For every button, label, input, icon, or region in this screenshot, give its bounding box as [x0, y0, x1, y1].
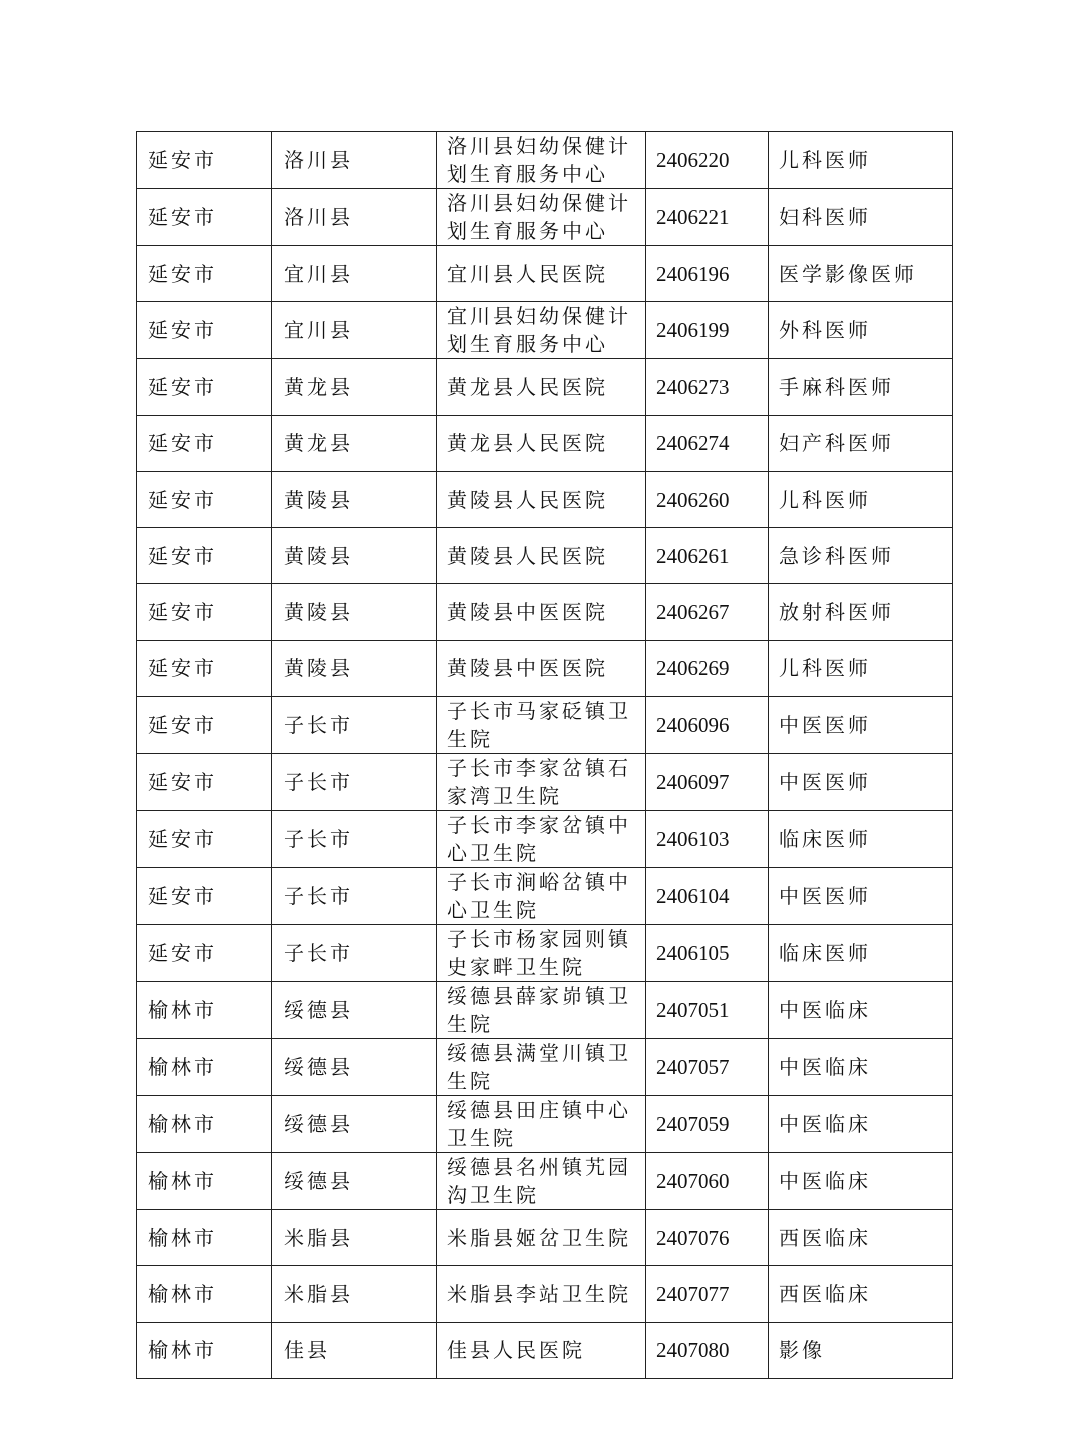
- position-name-cell: 妇科医师: [769, 189, 953, 246]
- city-cell: 延安市: [137, 697, 272, 754]
- city-cell: 延安市: [137, 925, 272, 982]
- unit-cell: [437, 1096, 646, 1153]
- unit-text: 绥德县田庄镇中心卫生院: [447, 1098, 631, 1151]
- unit-cell: [437, 1039, 646, 1096]
- position-name-cell: 妇产科医师: [769, 415, 953, 471]
- county-cell: 绥德县: [272, 1096, 437, 1153]
- table-body: [137, 132, 953, 1379]
- table-row: [137, 697, 953, 754]
- position-code-cell: 2406199: [646, 302, 769, 359]
- table-row: [137, 415, 953, 471]
- position-name-cell: 儿科医师: [769, 132, 953, 189]
- county-cell: 洛川县: [272, 132, 437, 189]
- county-cell: 黄龙县: [272, 359, 437, 415]
- city-cell: 延安市: [137, 868, 272, 925]
- county-cell: 米脂县: [272, 1210, 437, 1266]
- unit-text: 洛川县妇幼保健计划生育服务中心: [447, 134, 631, 186]
- unit-text: 黄陵县人民医院: [447, 543, 608, 568]
- table-row: [137, 359, 953, 415]
- city-cell: 延安市: [137, 302, 272, 359]
- position-code-cell: 2407060: [646, 1153, 769, 1210]
- table-row: [137, 471, 953, 527]
- position-name-cell: 临床医师: [769, 925, 953, 982]
- position-name-cell: 医学影像医师: [769, 246, 953, 302]
- city-cell: 榆林市: [137, 1266, 272, 1322]
- position-code-cell: 2406269: [646, 640, 769, 696]
- unit-cell: [437, 697, 646, 754]
- city-cell: 延安市: [137, 415, 272, 471]
- county-cell: 黄陵县: [272, 584, 437, 640]
- position-code-cell: 2406273: [646, 359, 769, 415]
- position-code-cell: 2407057: [646, 1039, 769, 1096]
- position-code-cell: 2406261: [646, 528, 769, 584]
- county-cell: 佳县: [272, 1322, 437, 1378]
- unit-text: 绥德县薛家峁镇卫生院: [447, 984, 631, 1037]
- county-cell: 黄龙县: [272, 415, 437, 471]
- position-code-cell: 2407076: [646, 1210, 769, 1266]
- position-name-cell: 急诊科医师: [769, 528, 953, 584]
- unit-text: 子长市马家砭镇卫生院: [447, 699, 631, 752]
- position-code-cell: 2407059: [646, 1096, 769, 1153]
- unit-text: 洛川县妇幼保健计划生育服务中心: [447, 191, 631, 243]
- city-cell: 榆林市: [137, 1210, 272, 1266]
- position-name-cell: 中医临床: [769, 1039, 953, 1096]
- unit-cell: [437, 640, 646, 696]
- position-code-cell: 2407077: [646, 1266, 769, 1322]
- table-row: [137, 302, 953, 359]
- city-cell: 榆林市: [137, 1153, 272, 1210]
- position-name-cell: 放射科医师: [769, 584, 953, 640]
- unit-text: 佳县人民医院: [447, 1338, 585, 1363]
- table-row: [137, 1210, 953, 1266]
- table-row: [137, 925, 953, 982]
- table-row: [137, 189, 953, 246]
- city-cell: 延安市: [137, 584, 272, 640]
- unit-cell: [437, 754, 646, 811]
- position-name-cell: 中医临床: [769, 1096, 953, 1153]
- table-row: [137, 1039, 953, 1096]
- unit-text: 黄陵县人民医院: [447, 487, 608, 512]
- county-cell: 子长市: [272, 925, 437, 982]
- county-cell: 子长市: [272, 754, 437, 811]
- position-code-cell: 2406103: [646, 811, 769, 868]
- county-cell: 宜川县: [272, 246, 437, 302]
- table-row: [137, 811, 953, 868]
- position-code-cell: 2406097: [646, 754, 769, 811]
- county-cell: 米脂县: [272, 1266, 437, 1322]
- city-cell: 榆林市: [137, 1096, 272, 1153]
- position-name-cell: 影像: [769, 1322, 953, 1378]
- unit-text: 米脂县姬岔卫生院: [447, 1225, 631, 1250]
- unit-cell: [437, 359, 646, 415]
- city-cell: 延安市: [137, 471, 272, 527]
- position-name-cell: 儿科医师: [769, 471, 953, 527]
- county-cell: 绥德县: [272, 982, 437, 1039]
- position-name-cell: 中医医师: [769, 754, 953, 811]
- position-code-cell: 2406274: [646, 415, 769, 471]
- city-cell: 延安市: [137, 754, 272, 811]
- unit-cell: [437, 1210, 646, 1266]
- unit-cell: [437, 132, 646, 189]
- unit-text: 子长市涧峪岔镇中心卫生院: [447, 870, 631, 923]
- unit-text: 宜川县妇幼保健计划生育服务中心: [447, 304, 631, 357]
- unit-cell: [437, 1266, 646, 1322]
- table-row: [137, 982, 953, 1039]
- table-row: [137, 528, 953, 584]
- unit-text: 黄龙县人民医院: [447, 374, 608, 399]
- city-cell: 榆林市: [137, 982, 272, 1039]
- unit-text: 子长市杨家园则镇史家畔卫生院: [447, 927, 631, 980]
- unit-text: 宜川县人民医院: [447, 261, 608, 286]
- position-code-cell: 2406221: [646, 189, 769, 246]
- position-code-cell: 2406196: [646, 246, 769, 302]
- table-row: [137, 132, 953, 189]
- table-row: [137, 246, 953, 302]
- unit-cell: [437, 811, 646, 868]
- county-cell: 子长市: [272, 868, 437, 925]
- unit-text: 黄龙县人民医院: [447, 431, 608, 456]
- county-cell: 黄陵县: [272, 640, 437, 696]
- table-row: [137, 1153, 953, 1210]
- unit-cell: [437, 471, 646, 527]
- unit-text: 绥德县满堂川镇卫生院: [447, 1041, 631, 1094]
- unit-cell: [437, 868, 646, 925]
- position-code-cell: 2406105: [646, 925, 769, 982]
- position-name-cell: 手麻科医师: [769, 359, 953, 415]
- table-row: [137, 640, 953, 696]
- city-cell: 延安市: [137, 811, 272, 868]
- position-name-cell: 中医临床: [769, 982, 953, 1039]
- position-name-cell: 中医医师: [769, 868, 953, 925]
- position-name-cell: 西医临床: [769, 1210, 953, 1266]
- unit-text: 黄陵县中医医院: [447, 600, 608, 625]
- recruitment-table: [136, 131, 953, 1379]
- position-code-cell: 2406267: [646, 584, 769, 640]
- position-name-cell: 儿科医师: [769, 640, 953, 696]
- unit-cell: [437, 1322, 646, 1378]
- city-cell: 延安市: [137, 246, 272, 302]
- county-cell: 绥德县: [272, 1153, 437, 1210]
- unit-cell: [437, 189, 646, 246]
- county-cell: 黄陵县: [272, 528, 437, 584]
- city-cell: 延安市: [137, 189, 272, 246]
- unit-cell: [437, 925, 646, 982]
- city-cell: 榆林市: [137, 1039, 272, 1096]
- position-name-cell: 西医临床: [769, 1266, 953, 1322]
- unit-cell: [437, 528, 646, 584]
- county-cell: 黄陵县: [272, 471, 437, 527]
- county-cell: 子长市: [272, 697, 437, 754]
- unit-cell: [437, 246, 646, 302]
- position-name-cell: 中医临床: [769, 1153, 953, 1210]
- county-cell: 宜川县: [272, 302, 437, 359]
- position-code-cell: 2407080: [646, 1322, 769, 1378]
- table-row: [137, 584, 953, 640]
- city-cell: 榆林市: [137, 1322, 272, 1378]
- position-code-cell: 2406096: [646, 697, 769, 754]
- position-name-cell: 中医医师: [769, 697, 953, 754]
- table-row: [137, 868, 953, 925]
- county-cell: 绥德县: [272, 1039, 437, 1096]
- city-cell: 延安市: [137, 640, 272, 696]
- unit-cell: [437, 584, 646, 640]
- city-cell: 延安市: [137, 359, 272, 415]
- unit-cell: [437, 302, 646, 359]
- unit-text: 米脂县李站卫生院: [447, 1282, 631, 1307]
- position-name-cell: 临床医师: [769, 811, 953, 868]
- position-code-cell: 2406260: [646, 471, 769, 527]
- table-row: [137, 1266, 953, 1322]
- unit-text: 子长市李家岔镇中心卫生院: [447, 813, 631, 866]
- unit-text: 绥德县名州镇艽园沟卫生院: [447, 1155, 631, 1208]
- position-name-cell: 外科医师: [769, 302, 953, 359]
- position-code-cell: 2406220: [646, 132, 769, 189]
- county-cell: 洛川县: [272, 189, 437, 246]
- unit-text: 黄陵县中医医院: [447, 656, 608, 681]
- table-row: [137, 1096, 953, 1153]
- position-code-cell: 2407051: [646, 982, 769, 1039]
- table-row: [137, 1322, 953, 1378]
- unit-cell: [437, 415, 646, 471]
- city-cell: 延安市: [137, 132, 272, 189]
- unit-cell: [437, 1153, 646, 1210]
- table-row: [137, 754, 953, 811]
- unit-text: 子长市李家岔镇石家湾卫生院: [447, 756, 631, 809]
- unit-cell: [437, 982, 646, 1039]
- county-cell: 子长市: [272, 811, 437, 868]
- city-cell: 延安市: [137, 528, 272, 584]
- position-code-cell: 2406104: [646, 868, 769, 925]
